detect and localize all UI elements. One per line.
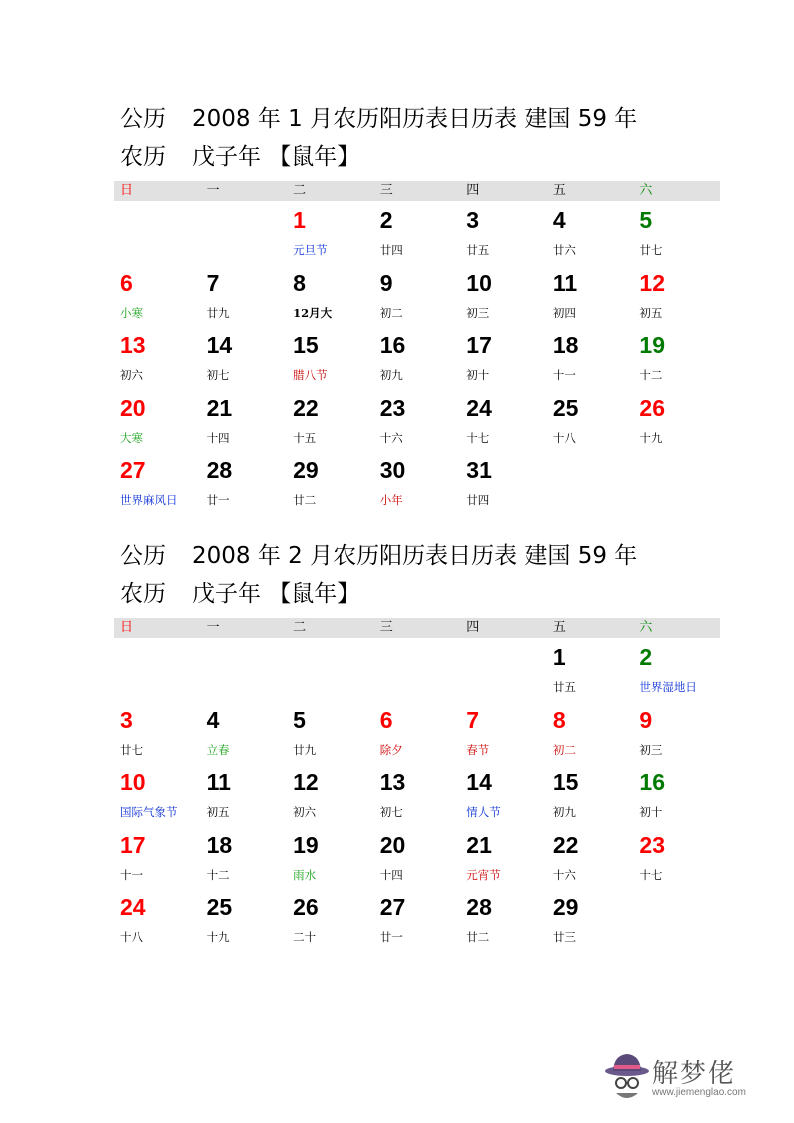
lunar-date: 初六 bbox=[293, 805, 317, 819]
day-cell bbox=[374, 201, 461, 264]
weekday-thu: 四 bbox=[466, 183, 480, 198]
empty-day-cell bbox=[201, 201, 288, 264]
day-number: 28 bbox=[206, 457, 233, 483]
day-number: 28 bbox=[466, 894, 492, 920]
day-number: 29 bbox=[552, 894, 579, 920]
lunar-date: 二十 bbox=[293, 930, 317, 944]
day-number: 11 bbox=[552, 269, 578, 296]
hat-glasses-logo-icon bbox=[604, 1051, 650, 1109]
calendar-february-2008 bbox=[114, 537, 720, 951]
day-number: 13 bbox=[120, 332, 146, 358]
day-cell bbox=[287, 701, 374, 764]
day-number: 14 bbox=[466, 769, 492, 795]
lunar-date: 廿二 bbox=[293, 493, 317, 507]
calendar-january-2008 bbox=[114, 100, 720, 514]
lunar-date: 初五 bbox=[206, 805, 230, 819]
lunar-date: 十九 bbox=[639, 430, 663, 445]
weekday-tue: 二 bbox=[293, 183, 307, 198]
day-cell bbox=[287, 264, 374, 327]
lunar-date: 元旦节 bbox=[293, 243, 328, 257]
lunar-date: 十九 bbox=[206, 930, 230, 944]
weekday-fri: 五 bbox=[552, 620, 566, 635]
lunar-date: 立春 bbox=[206, 742, 230, 757]
lunar-date: 十四 bbox=[206, 430, 230, 445]
day-cell bbox=[633, 763, 720, 826]
day-cell bbox=[547, 389, 634, 452]
empty-day-cell bbox=[460, 638, 547, 701]
day-cell bbox=[114, 701, 201, 764]
day-cell bbox=[114, 326, 201, 389]
day-cell bbox=[633, 201, 720, 264]
day-number: 19 bbox=[639, 332, 666, 358]
lunar-date: 十六 bbox=[379, 430, 403, 445]
day-cell bbox=[114, 264, 201, 327]
day-cell bbox=[374, 763, 461, 826]
day-number: 17 bbox=[120, 831, 146, 858]
lunar-date: 初六 bbox=[120, 368, 143, 382]
day-number: 4 bbox=[206, 706, 220, 733]
lunar-date: 初十 bbox=[466, 368, 490, 382]
day-number: 25 bbox=[206, 894, 233, 920]
day-cell bbox=[114, 389, 201, 452]
lunar-date: 廿三 bbox=[552, 930, 576, 944]
day-number: 20 bbox=[379, 831, 406, 858]
lunar-date: 腊八节 bbox=[293, 368, 328, 382]
lunar-date: 十七 bbox=[639, 867, 663, 882]
day-cell bbox=[201, 701, 288, 764]
empty-day-cell bbox=[374, 638, 461, 701]
weekday-wed: 三 bbox=[379, 183, 393, 198]
lunar-title bbox=[114, 138, 720, 176]
lunar-date: 廿二 bbox=[466, 930, 490, 944]
lunar-date: 初七 bbox=[206, 368, 230, 382]
lunar-date: 廿四 bbox=[379, 243, 403, 257]
lunar-title-text: 戊子年 【鼠年】 bbox=[192, 581, 361, 607]
day-grid bbox=[114, 201, 720, 514]
day-number: 12 bbox=[293, 769, 319, 795]
day-cell bbox=[547, 264, 634, 327]
weekday-sun: 日 bbox=[120, 620, 134, 635]
weekday-sat: 六 bbox=[639, 620, 653, 635]
day-cell bbox=[287, 763, 374, 826]
lunar-title-text: 戊子年 【鼠年】 bbox=[192, 144, 361, 170]
day-cell bbox=[633, 389, 720, 452]
watermark-url: www.jiemenglao.com bbox=[652, 1087, 746, 1098]
day-cell bbox=[114, 763, 201, 826]
day-number: 3 bbox=[466, 207, 480, 233]
day-number: 8 bbox=[293, 269, 306, 296]
lunar-date: 初十 bbox=[639, 805, 663, 819]
day-number: 26 bbox=[293, 894, 319, 920]
lunar-date: 廿七 bbox=[120, 742, 143, 757]
lunar-date: 廿七 bbox=[639, 243, 663, 257]
day-cell bbox=[460, 264, 547, 327]
day-number: 25 bbox=[552, 394, 579, 421]
lunar-date: 十二 bbox=[639, 368, 663, 382]
day-number: 13 bbox=[379, 769, 406, 795]
day-number: 21 bbox=[466, 831, 492, 858]
lunar-date: 廿五 bbox=[466, 243, 490, 257]
day-number: 12 bbox=[639, 269, 666, 296]
lunar-date: 廿九 bbox=[206, 305, 230, 320]
day-cell bbox=[374, 701, 461, 764]
lunar-date: 初三 bbox=[466, 305, 490, 320]
lunar-date: 初四 bbox=[552, 305, 576, 320]
lunar-date: 十八 bbox=[552, 430, 576, 445]
day-number: 29 bbox=[293, 457, 319, 483]
lunar-date: 十七 bbox=[466, 430, 490, 445]
day-cell bbox=[287, 201, 374, 264]
day-number: 27 bbox=[120, 457, 146, 483]
day-number: 23 bbox=[379, 394, 406, 421]
day-number: 4 bbox=[552, 207, 566, 233]
lunar-date: 十五 bbox=[293, 430, 317, 445]
gregorian-title-text: 2008 年 2 月农历阳历表日历表 建国 59 年 bbox=[192, 543, 638, 569]
day-number: 1 bbox=[552, 644, 566, 670]
lunar-date: 十一 bbox=[120, 867, 143, 882]
lunar-label: 农历 bbox=[120, 581, 166, 607]
day-cell bbox=[201, 389, 288, 452]
lunar-date: 初五 bbox=[639, 305, 663, 320]
lunar-date: 初二 bbox=[552, 742, 576, 757]
lunar-date: 廿六 bbox=[552, 243, 576, 257]
gregorian-title bbox=[114, 100, 720, 138]
lunar-date: 廿九 bbox=[293, 742, 317, 757]
weekday-thu: 四 bbox=[466, 620, 480, 635]
day-cell bbox=[114, 451, 201, 514]
day-cell bbox=[547, 826, 634, 889]
day-number: 26 bbox=[639, 394, 666, 421]
lunar-date: 十六 bbox=[552, 867, 576, 882]
lunar-date: 廿一 bbox=[206, 493, 230, 507]
day-number: 10 bbox=[120, 769, 146, 795]
day-number: 31 bbox=[466, 457, 492, 483]
day-number: 5 bbox=[639, 207, 653, 233]
lunar-date: 初三 bbox=[639, 742, 663, 757]
empty-day-cell bbox=[114, 201, 201, 264]
day-number: 19 bbox=[293, 831, 319, 858]
day-number: 27 bbox=[379, 894, 406, 920]
lunar-date: 初二 bbox=[379, 305, 403, 320]
day-number: 24 bbox=[120, 894, 146, 920]
day-number: 11 bbox=[206, 769, 231, 795]
day-number: 20 bbox=[120, 394, 146, 421]
day-number: 14 bbox=[206, 332, 233, 358]
day-cell bbox=[374, 888, 461, 951]
day-number: 2 bbox=[639, 644, 653, 670]
day-number: 7 bbox=[206, 269, 220, 296]
gregorian-title bbox=[114, 537, 720, 575]
day-cell bbox=[201, 826, 288, 889]
day-cell bbox=[460, 389, 547, 452]
day-cell bbox=[547, 201, 634, 264]
day-cell bbox=[547, 638, 634, 701]
weekday-mon: 一 bbox=[206, 620, 220, 635]
day-cell bbox=[633, 826, 720, 889]
lunar-date: 世界麻风日 bbox=[120, 493, 178, 507]
lunar-date: 廿一 bbox=[379, 930, 403, 944]
lunar-date: 大寒 bbox=[120, 430, 143, 445]
gregorian-label: 公历 bbox=[120, 106, 166, 132]
lunar-date: 廿四 bbox=[466, 493, 490, 507]
day-number: 18 bbox=[552, 332, 579, 358]
day-number: 1 bbox=[293, 207, 306, 233]
day-number: 17 bbox=[466, 332, 492, 358]
day-cell bbox=[374, 451, 461, 514]
day-cell bbox=[374, 264, 461, 327]
day-cell bbox=[287, 389, 374, 452]
gregorian-title-text: 2008 年 1 月农历阳历表日历表 建国 59 年 bbox=[192, 106, 638, 132]
lunar-date: 国际气象节 bbox=[120, 805, 178, 819]
day-cell bbox=[460, 451, 547, 514]
weekday-wed: 三 bbox=[379, 620, 393, 635]
lunar-date: 初九 bbox=[379, 368, 403, 382]
day-number: 16 bbox=[379, 332, 406, 358]
day-number: 23 bbox=[639, 831, 666, 858]
day-cell bbox=[201, 264, 288, 327]
day-cell bbox=[287, 326, 374, 389]
day-cell bbox=[460, 201, 547, 264]
weekday-fri: 五 bbox=[552, 183, 566, 198]
day-cell bbox=[633, 638, 720, 701]
day-cell bbox=[201, 763, 288, 826]
day-cell bbox=[460, 701, 547, 764]
day-cell bbox=[374, 826, 461, 889]
day-cell bbox=[633, 264, 720, 327]
day-cell bbox=[201, 888, 288, 951]
lunar-date: 春节 bbox=[466, 742, 490, 757]
lunar-date: 情人节 bbox=[466, 805, 501, 819]
empty-day-cell bbox=[287, 638, 374, 701]
day-number: 22 bbox=[552, 831, 579, 858]
lunar-label: 农历 bbox=[120, 144, 166, 170]
lunar-date: 十四 bbox=[379, 867, 403, 882]
weekday-sun: 日 bbox=[120, 183, 134, 198]
day-cell bbox=[633, 326, 720, 389]
watermark-name: 解梦佬 bbox=[652, 1059, 737, 1089]
day-cell bbox=[633, 701, 720, 764]
day-cell bbox=[547, 888, 634, 951]
weekday-sat: 六 bbox=[639, 183, 653, 198]
lunar-date: 十一 bbox=[552, 368, 576, 382]
weekday-header bbox=[114, 181, 720, 201]
day-cell bbox=[287, 826, 374, 889]
day-number: 2 bbox=[379, 207, 393, 233]
day-number: 9 bbox=[639, 706, 653, 733]
day-cell bbox=[460, 326, 547, 389]
day-cell bbox=[287, 451, 374, 514]
lunar-date: 十二 bbox=[206, 867, 230, 882]
gregorian-label: 公历 bbox=[120, 543, 166, 569]
day-cell bbox=[374, 389, 461, 452]
day-number: 7 bbox=[466, 706, 480, 733]
lunar-date: 廿五 bbox=[552, 680, 576, 694]
empty-day-cell bbox=[201, 638, 288, 701]
day-cell bbox=[201, 451, 288, 514]
day-number: 6 bbox=[379, 706, 393, 733]
day-number: 16 bbox=[639, 769, 666, 795]
day-number: 6 bbox=[120, 269, 133, 296]
day-grid bbox=[114, 638, 720, 951]
lunar-date: 12月大 bbox=[293, 305, 333, 320]
day-number: 5 bbox=[293, 706, 306, 733]
day-cell bbox=[460, 763, 547, 826]
day-cell bbox=[114, 826, 201, 889]
lunar-date: 世界湿地日 bbox=[639, 680, 697, 694]
lunar-date: 初七 bbox=[379, 805, 403, 819]
day-cell bbox=[547, 763, 634, 826]
day-number: 8 bbox=[552, 706, 566, 733]
day-number: 15 bbox=[552, 769, 579, 795]
day-number: 10 bbox=[466, 269, 492, 296]
lunar-date: 初九 bbox=[552, 805, 576, 819]
empty-day-cell bbox=[114, 638, 201, 701]
lunar-date: 小寒 bbox=[120, 305, 143, 320]
day-number: 21 bbox=[206, 394, 233, 421]
day-cell bbox=[201, 326, 288, 389]
lunar-date: 十八 bbox=[120, 930, 143, 944]
day-number: 24 bbox=[466, 394, 492, 421]
day-number: 15 bbox=[293, 332, 319, 358]
weekday-tue: 二 bbox=[293, 620, 307, 635]
day-number: 22 bbox=[293, 394, 319, 421]
site-watermark bbox=[604, 1051, 774, 1111]
day-cell bbox=[374, 326, 461, 389]
lunar-date: 除夕 bbox=[379, 742, 403, 757]
day-number: 18 bbox=[206, 831, 233, 858]
day-number: 3 bbox=[120, 706, 133, 733]
day-cell bbox=[460, 888, 547, 951]
weekday-mon: 一 bbox=[206, 183, 220, 198]
day-cell bbox=[547, 326, 634, 389]
day-cell bbox=[287, 888, 374, 951]
day-number: 9 bbox=[379, 269, 393, 296]
day-cell bbox=[114, 888, 201, 951]
day-cell bbox=[460, 826, 547, 889]
lunar-date: 小年 bbox=[379, 493, 403, 507]
lunar-date: 雨水 bbox=[293, 867, 317, 882]
day-number: 30 bbox=[379, 457, 406, 483]
lunar-date: 元宵节 bbox=[466, 867, 501, 882]
lunar-title bbox=[114, 575, 720, 613]
day-cell bbox=[547, 701, 634, 764]
weekday-header bbox=[114, 618, 720, 638]
